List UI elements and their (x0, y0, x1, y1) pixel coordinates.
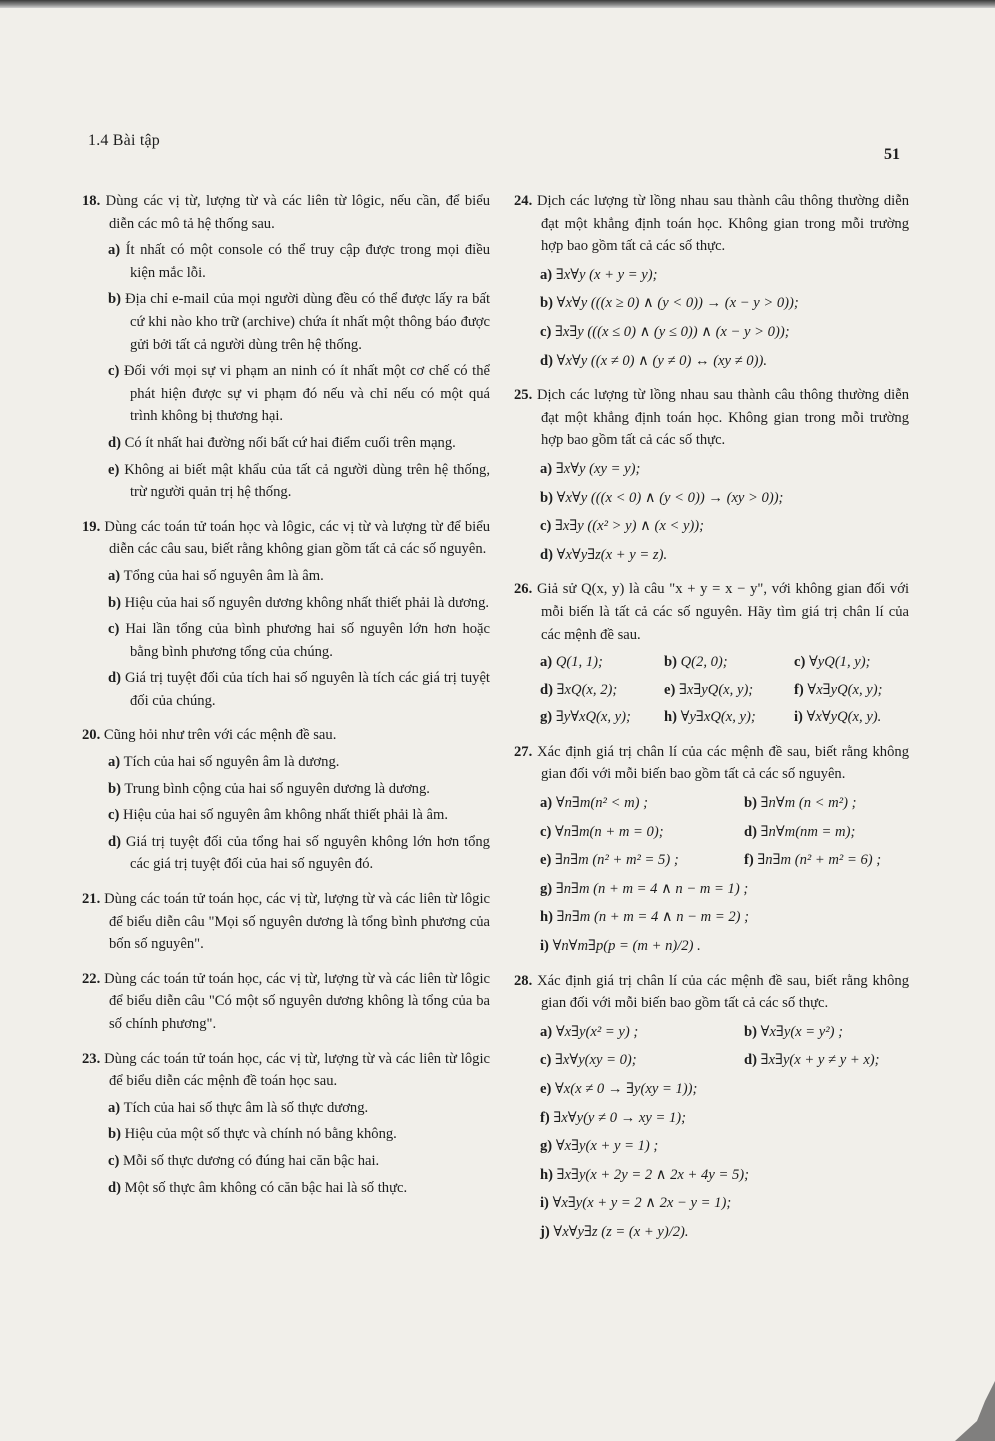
exercise-text: Dùng các vị từ, lượng từ và các liên từ lôgic, nếu cần, để biểu diễn các mô tả hệ thống sau. (105, 193, 490, 232)
exercise-item: a) Tổng của hai số nguyên âm là âm. (108, 567, 324, 584)
exercise-25 (514, 384, 909, 566)
formula-item: i) ∀n∀m∃p(p = (m + n)/2) . (540, 938, 701, 955)
exercise-number: 19. (82, 518, 101, 535)
exercise-text: Xác định giá trị chân lí của các mệnh đề sau, biết rằng không gian đối với mỗi biến bao gồm tất cả các số nguyên. (537, 743, 909, 783)
formula-item: b) ∀x∀y (((x < 0) ∧ (y < 0)) → (xy > 0)); (540, 489, 784, 506)
formula-row (514, 651, 909, 674)
exercise-item: b) Hiệu của hai số nguyên dương không nhất thiết phải là dương. (108, 594, 490, 611)
left-column (82, 190, 490, 1211)
exercise-28 (514, 970, 909, 1244)
exercise-26 (514, 578, 909, 729)
formula-item: e) ∃x∃yQ(x, y); (664, 681, 754, 698)
formula-item: d) ∃xQ(x, 2); (540, 681, 618, 698)
exercise-text: Cũng hỏi như trên với các mệnh đề sau. (103, 727, 337, 744)
formula-item: h) ∃n∃m (n + m = 4 ∧ n − m = 2) ; (540, 909, 750, 926)
exercise-item: c) Mỗi số thực dương có đúng hai căn bậc hai. (108, 1152, 380, 1169)
formula-item: i) ∀x∀yQ(x, y). (794, 709, 882, 726)
formula-row (514, 821, 909, 844)
exercise-item: a) Ít nhất có một console có thể truy cập được trong mọi điều kiện mắc lỗi. (108, 242, 491, 281)
exercise-19 (82, 516, 490, 713)
exercise-text: Dịch các lượng từ lồng nhau sau thành câu thông thường diễn đạt một khẳng định toán học. Không gian trong mỗi trường hợp bao gồm tất cả các số thực. (536, 193, 909, 255)
exercise-text: Xác định giá trị chân lí của các mệnh đề sau, biết rằng không gian đối với mỗi biến bao gồm tất cả các số thực. (537, 972, 909, 1012)
exercise-item: d) Một số thực âm không có căn bậc hai là số thực. (108, 1179, 408, 1196)
exercise-24 (514, 190, 909, 372)
formula-item: b) ∃n∀m (n < m²) ; (744, 795, 857, 812)
exercise-23 (82, 1048, 490, 1200)
formula-row (514, 679, 909, 702)
exercise-number: 26. (514, 581, 533, 598)
exercise-item: a) Tích của hai số nguyên âm là dương. (108, 754, 340, 771)
exercise-item: d) Có ít nhất hai đường nối bất cứ hai điểm cuối trên mạng. (108, 434, 456, 451)
formula-item: b) ∀x∀y (((x ≥ 0) ∧ (y < 0)) → (x − y > 0)); (540, 295, 799, 312)
formula-item: d) ∃x∃y(x + y ≠ y + x); (744, 1052, 880, 1069)
exercise-number: 21. (82, 891, 101, 908)
exercise-item: d) Giá trị tuyệt đối của tổng hai số nguyên không lớn hơn tổng các giá trị tuyệt đối của hai số nguyên đó. (108, 833, 490, 873)
exercise-text: Dùng các toán tử toán học và lôgic, các vị từ và lượng từ để biểu diễn các câu sau, biết rằng không gian gồm tất cả các số nguyên. (104, 518, 491, 558)
formula-item: d) ∃n∀m(nm = m); (744, 823, 856, 840)
formula-item: c) ∀n∃m(n + m = 0); (540, 823, 664, 840)
exercise-number: 22. (82, 970, 101, 987)
exercise-22 (82, 968, 490, 1036)
exercise-text: Dịch các lượng từ lồng nhau sau thành câu thông thường diễn đạt một khẳng định toán học. Không gian trong mỗi trường hợp bao gồm tất cả các số thực. (536, 387, 909, 449)
exercise-item: d) Giá trị tuyệt đối của tích hai số nguyên là tích các giá trị tuyệt đối của chúng. (108, 670, 490, 709)
formula-item: j) ∀x∀y∃z (z = (x + y)/2). (540, 1223, 689, 1240)
exercise-number: 18. (82, 193, 101, 209)
exercise-text: Giả sử Q(x, y) là câu "x + y = x − y", với không gian đối với mỗi biến là tất cả các số nguyên. Hãy tìm giá trị chân lí của các mệnh đề sau. (536, 581, 910, 643)
exercise-number: 25. (514, 387, 533, 404)
formula-item: a) ∀x∃y(x² = y) ; (540, 1023, 639, 1040)
formula-item: g) ∀x∃y(x + y = 1) ; (540, 1138, 659, 1155)
formula-item: e) ∀x(x ≠ 0 → ∃y(xy = 1)); (540, 1081, 698, 1097)
exercise-item: b) Địa chỉ e-mail của mọi người dùng đều có thể được lấy ra bất cứ khi nào kho trữ (archive) chứa ít nhất một thông báo được gửi bởi tất cả người dùng trên hệ thống. (108, 291, 491, 353)
exercise-item: a) Tích của hai số thực âm là số thực dương. (108, 1099, 369, 1116)
exercise-item: c) Đối với mọi sự vi phạm an ninh có ít nhất một cơ chế có thể phát hiện được sự vi phạm đó nếu và chỉ nếu có một quá trình không bị thương hại. (108, 363, 490, 425)
formula-item: f) ∀x∃yQ(x, y); (794, 681, 883, 698)
right-column (514, 190, 909, 1256)
exercise-number: 27. (514, 743, 533, 760)
formula-item: c) ∃x∀y(xy = 0); (540, 1052, 637, 1069)
formula-item: b) ∀x∃y(x = y²) ; (744, 1023, 844, 1040)
formula-item: i) ∀x∃y(x + y = 2 ∧ 2x − y = 1); (540, 1195, 732, 1212)
exercise-number: 24. (514, 193, 533, 209)
section-header: 1.4 Bài tập (88, 132, 160, 149)
exercise-27 (514, 741, 909, 958)
formula-item: a) Q(1, 1); (540, 654, 603, 671)
formula-item: h) ∃x∃y(x + 2y = 2 ∧ 2x + 4y = 5); (540, 1166, 749, 1183)
formula-item: h) ∀y∃xQ(x, y); (664, 709, 756, 726)
exercise-number: 23. (82, 1050, 101, 1067)
formula-row (514, 1021, 909, 1044)
exercise-item: b) Hiệu của một số thực và chính nó bằng không. (108, 1126, 397, 1143)
exercise-21 (82, 888, 490, 956)
formula-item: g) ∃y∀xQ(x, y); (540, 709, 631, 726)
formula-item: d) ∀x∀y∃z(x + y = z). (540, 546, 668, 563)
exercise-text: Dùng các toán tử toán học, các vị từ, lượng từ và các liên từ lôgic để biểu diễn câu "Mọi số nguyên dương là tổng bình phương của bốn số nguyên". (104, 891, 490, 953)
page-corner-mark (955, 1381, 995, 1441)
formula-item: f) ∃n∃m (n² + m² = 6) ; (744, 852, 882, 869)
exercise-item: b) Trung bình cộng của hai số nguyên dương là dương. (108, 780, 430, 797)
formula-item: a) ∃x∀y (xy = y); (540, 460, 641, 477)
exercise-number: 20. (82, 727, 101, 744)
exercise-item: c) Hai lần tổng của bình phương hai số nguyên lớn hơn hoặc bằng bình phương tổng của chúng. (108, 621, 490, 660)
formula-item: c) ∀yQ(1, y); (794, 654, 871, 671)
formula-item: a) ∃x∀y (x + y = y); (540, 266, 658, 283)
formula-row (514, 849, 909, 872)
exercise-18 (82, 190, 490, 504)
exercise-text: Dùng các toán tử toán học, các vị từ, lượng từ và các liên từ lôgic để biểu diễn câu "Có một số nguyên dương không là tổng của ba số chính phương". (104, 970, 490, 1032)
page-number: 51 (884, 146, 900, 163)
formula-item: f) ∃x∀y(y ≠ 0 → xy = 1); (540, 1109, 687, 1126)
formula-item: a) ∀n∃m(n² < m) ; (540, 795, 648, 812)
formula-item: d) ∀x∀y ((x ≠ 0) ∧ (y ≠ 0) ↔ (xy ≠ 0)). (540, 352, 767, 369)
formula-item: c) ∃x∃y (((x ≤ 0) ∧ (y ≤ 0)) ∧ (x − y > 0)); (540, 323, 790, 340)
page-top-edge (0, 0, 995, 8)
exercise-20 (82, 724, 490, 876)
formula-item: b) Q(2, 0); (664, 654, 728, 671)
formula-item: c) ∃x∃y ((x² > y) ∧ (x < y)); (540, 518, 705, 535)
exercise-item: e) Không ai biết mật khẩu của tất cả người dùng trên hệ thống, trừ người quản trị hệ thống. (108, 461, 490, 501)
formula-row (514, 792, 909, 815)
exercise-number: 28. (514, 972, 533, 989)
exercise-item: c) Hiệu của hai số nguyên âm không nhất thiết phải là âm. (108, 807, 449, 824)
formula-row (514, 1049, 909, 1072)
formula-item: g) ∃n∃m (n + m = 4 ∧ n − m = 1) ; (540, 880, 749, 897)
formula-row (514, 706, 909, 729)
exercise-text: Dùng các toán tử toán học, các vị từ, lượng từ và các liên từ lôgic để biểu diễn các mệnh đề toán học sau. (104, 1050, 490, 1090)
formula-item: e) ∃n∃m (n² + m² = 5) ; (540, 852, 679, 869)
